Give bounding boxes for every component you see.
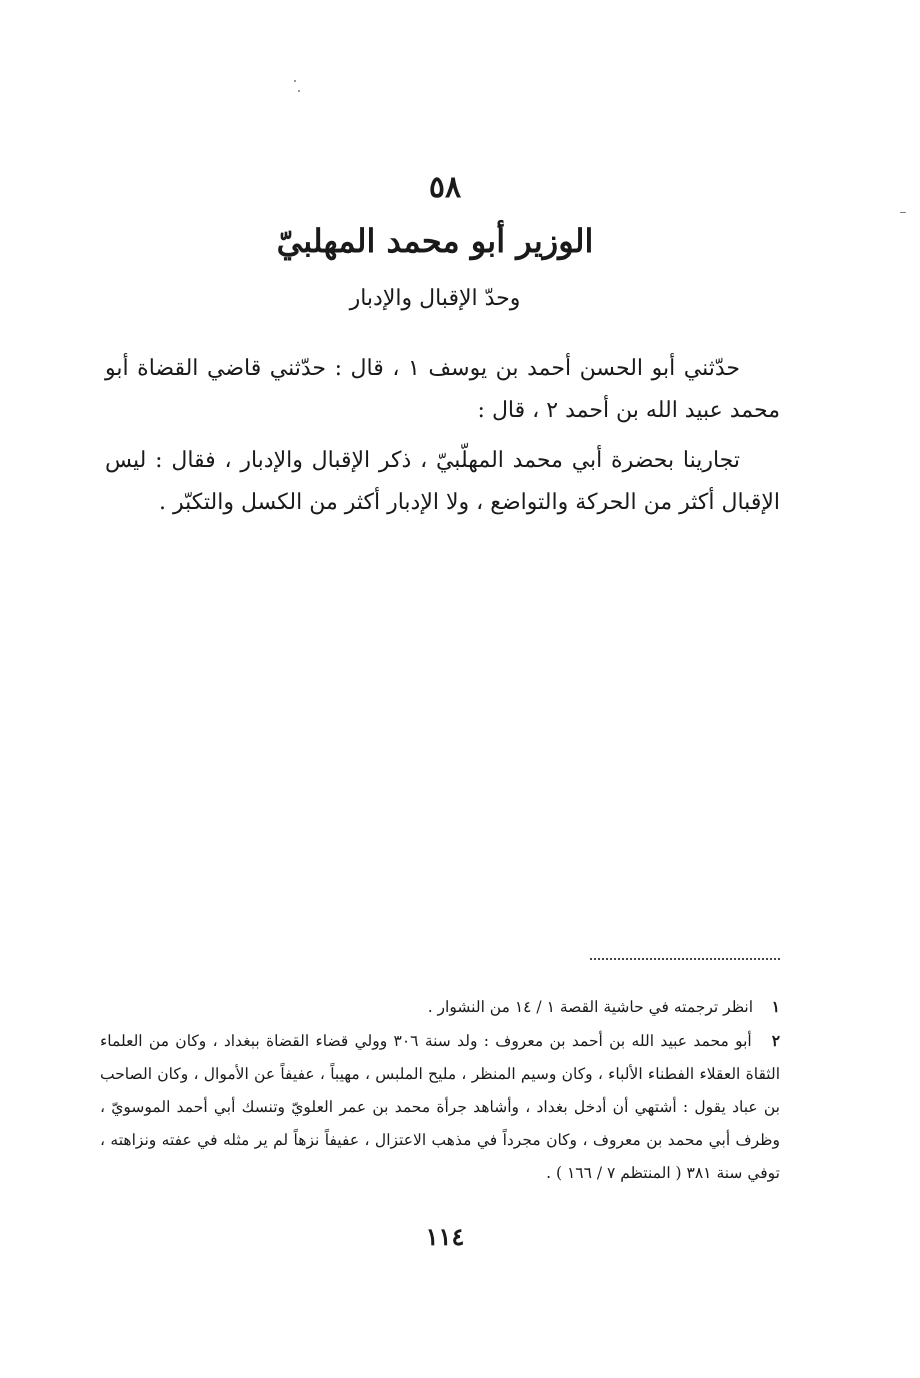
body-paragraph-2: تجارينا بحضرة أبي محمد المهلّبيّ ، ذكر الإقبال والإدبار ، فقال : ليس الإقبال أكثر من الحركة والتواضع ، ولا الإدبار أكثر من الكسل والتكبّر .	[105, 448, 780, 515]
scan-speck	[298, 90, 300, 92]
footnote-1-number: ١	[771, 997, 780, 1016]
story-subtitle: وحدّ الإقبال والإدبار	[349, 286, 521, 311]
footnotes	[100, 990, 780, 1190]
story-body	[105, 348, 780, 524]
scan-speck	[294, 80, 296, 82]
story-title: الوزير أبو محمد المهلبيّ	[276, 222, 594, 260]
footnote-1	[100, 990, 780, 1024]
footnote-2-number: ٢	[771, 1031, 781, 1050]
story-number: ٥٨	[428, 170, 462, 205]
scan-speck	[900, 212, 906, 213]
footnote-2-text: أبو محمد عبيد الله بن أحمد بن معروف : ولد سنة ٣٠٦ وولي قضاء القضاة ببغداد ، وكان من العلماء الثقاة العقلاء الفطناء الألباء ، وكان وسيم المنظر ، مليح الملبس ، مهيباً ، عفيفاً عن الأموال ، وكان الصاحب بن عباد يقول : أشتهي أن أدخل بغداد ، وأشاهد جرأة محمد بن عمر العلويّ وتنسك أبي أحمد الموسويّ ، وظرف أبي محمد بن معروف ، وكان مجرداً في مذهب الاعتزال ، عفيفاً نزهاً لم ير مثله في عفته ونزاهته ، توفي سنة ٣٨١ ( المنتظم ٧ / ١٦٦ ) .	[100, 1032, 780, 1182]
footnote-1-text: انظر ترجمته في حاشية القصة ١ / ١٤ من النشوار .	[427, 998, 754, 1016]
body-paragraph-1: حدّثني أبو الحسن أحمد بن يوسف ١ ، قال : حدّثني قاضي القضاة أبو محمد عبيد الله بن أحمد ٢ ، قال :	[105, 356, 780, 423]
footnote-2	[100, 1024, 780, 1190]
footnote-divider	[590, 958, 780, 960]
page-number: ١١٤	[425, 1222, 465, 1251]
